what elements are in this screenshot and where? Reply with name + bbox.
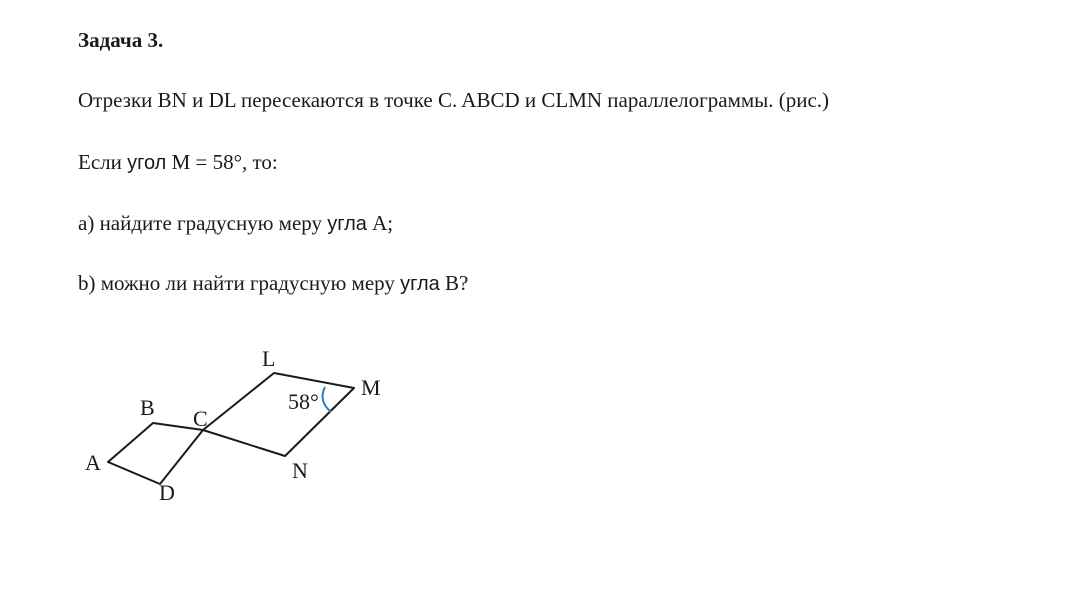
question-a-word: угла bbox=[327, 213, 367, 235]
question-a-suffix: A; bbox=[366, 211, 394, 235]
question-b-prefix: b) можно ли найти градусную меру bbox=[78, 271, 401, 295]
task-title: Задача 3. bbox=[78, 28, 164, 52]
question-b-suffix: B? bbox=[439, 271, 469, 295]
vertex-label-l: L bbox=[262, 346, 276, 371]
vertex-label-b: B bbox=[140, 395, 155, 420]
problem-statement: Отрезки BN и DL пересекаются в точке C. ABCD и CLMN параллелограммы. (рис.) bbox=[78, 88, 830, 112]
angle-m-arc bbox=[323, 387, 331, 412]
vertex-label-m: M bbox=[361, 375, 381, 400]
vertex-label-n: N bbox=[292, 458, 308, 483]
angle-m-label: 58° bbox=[288, 389, 319, 414]
vertex-label-d: D bbox=[159, 480, 175, 505]
condition-suffix: M = 58°, то: bbox=[166, 150, 278, 174]
vertex-label-a: A bbox=[85, 450, 101, 475]
condition-word: угол bbox=[127, 152, 167, 174]
question-a-prefix: a) найдите градусную меру bbox=[78, 211, 328, 235]
parallelogram-clmn bbox=[203, 373, 354, 456]
parallelogram-abcd bbox=[108, 423, 203, 484]
condition-prefix: Если bbox=[78, 150, 128, 174]
vertex-label-c: C bbox=[193, 406, 208, 431]
question-b-word: угла bbox=[400, 273, 440, 295]
